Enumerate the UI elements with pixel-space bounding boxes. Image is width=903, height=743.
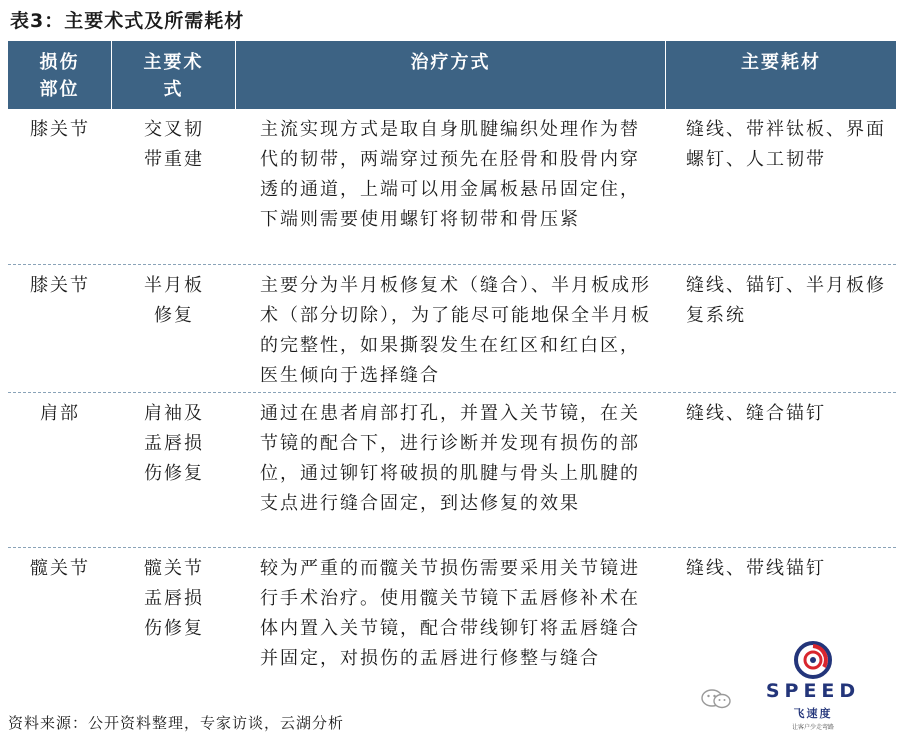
cell-site: 髋关节	[30, 558, 90, 579]
speed-logo-mark-icon	[758, 640, 868, 680]
cell-consumables: 缝线、锚钉、半月板修复系统	[686, 275, 886, 326]
cell-consumables: 缝线、带袢钛板、界面螺钉、人工韧带	[686, 119, 886, 170]
header-treatment: 治疗方式	[236, 41, 666, 109]
table-row	[8, 265, 896, 393]
wechat-icon	[697, 688, 737, 710]
logo-chinese-name: 飞速度	[793, 707, 833, 720]
speed-logo	[758, 640, 868, 740]
table-title: 表3：主要术式及所需耗材	[10, 10, 245, 32]
table-row	[8, 393, 896, 548]
source-note: 资料来源：公开资料整理，专家访谈，云湖分析	[8, 714, 345, 732]
logo-wordmark: SPEED	[765, 680, 861, 702]
header-site: 损伤部位	[8, 41, 112, 109]
cell-treatment: 较为严重的而髋关节损伤需要采用关节镜进行手术治疗。使用髋关节镜下盂唇修补术在体内置入关节镜，配合带线铆钉将盂唇缝合并固定，对损伤的盂唇进行修整与缝合	[260, 558, 640, 669]
logo-tagline: 让客户少走弯路	[791, 724, 834, 731]
cell-site: 膝关节	[30, 275, 90, 296]
table-row	[8, 109, 896, 265]
cell-consumables: 缝线、带线锚钉	[686, 558, 826, 579]
surgery-table	[8, 41, 896, 706]
table-header	[8, 41, 896, 109]
cell-treatment: 通过在患者肩部打孔，并置入关节镜，在关节镜的配合下，进行诊断并发现有损伤的部位，通过铆钉将破损的肌腱与骨头上肌腱的支点进行缝合固定，到达修复的效果	[260, 403, 640, 514]
cell-surgery: 交叉韧带重建	[144, 119, 204, 170]
cell-treatment: 主流实现方式是取自身肌腱编织处理作为替代的韧带，两端穿过预先在胫骨和股骨内穿透的通道，上端可以用金属板悬吊固定住，下端则需要使用螺钉将韧带和骨压紧	[260, 119, 640, 230]
cell-consumables: 缝线、缝合锚钉	[686, 403, 826, 424]
header-consumables: 主要耗材	[741, 52, 821, 73]
cell-site: 膝关节	[30, 119, 90, 140]
header-surgery: 主要术式	[112, 41, 236, 109]
cell-site: 肩部	[40, 403, 80, 424]
cell-treatment: 主要分为半月板修复术（缝合）、半月板成形术（部分切除），为了能尽可能地保全半月板的完整性，如果撕裂发生在红区和红白区，医生倾向于选择缝合	[260, 275, 651, 386]
cell-surgery: 髋关节盂唇损伤修复	[144, 558, 204, 639]
cell-surgery: 半月板修复	[144, 275, 204, 326]
cell-surgery: 肩袖及盂唇损伤修复	[144, 403, 204, 484]
